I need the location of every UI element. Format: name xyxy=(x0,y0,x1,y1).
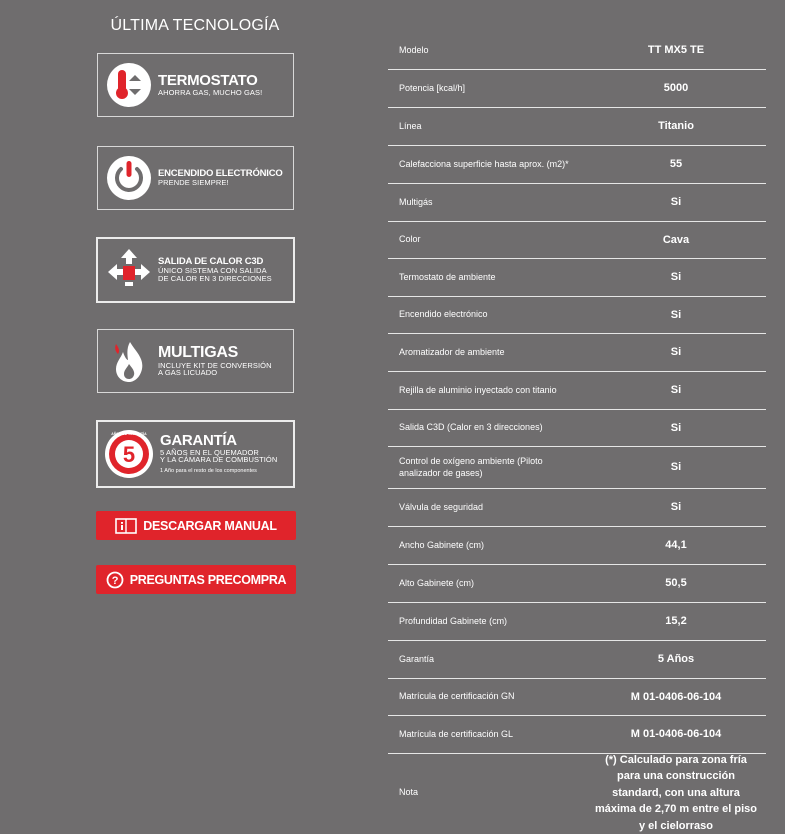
spec-row xyxy=(388,146,766,184)
badge-encendido xyxy=(97,146,294,210)
spec-label: Matrícula de certificación GL xyxy=(399,728,514,739)
spec-row xyxy=(388,603,766,641)
question-circle-icon xyxy=(106,571,124,589)
badge-encendido-subtitle: PRENDE SIEMPRE! xyxy=(158,178,229,188)
spec-row xyxy=(388,184,766,222)
spec-label: Multigás xyxy=(399,196,433,207)
spec-row xyxy=(388,372,766,410)
badge-multigas-title: MULTIGAS xyxy=(158,343,238,361)
spec-row xyxy=(388,447,766,489)
spec-label: Color xyxy=(399,234,421,245)
power-icon xyxy=(106,155,152,201)
spec-row xyxy=(388,222,766,259)
spec-row xyxy=(388,297,766,334)
spec-label: Línea xyxy=(399,120,422,131)
spec-value: 44,1 xyxy=(665,539,687,552)
spec-value: Si xyxy=(670,346,682,359)
download-manual-button[interactable] xyxy=(96,511,296,540)
badge-garantia-note: 1 Año para el resto de los componentes xyxy=(160,468,257,475)
spec-row xyxy=(388,565,766,603)
spec-value: 5000 xyxy=(663,82,689,95)
badge-multigas-line2: A GAS LICUADO xyxy=(158,368,218,378)
badge-multigas xyxy=(97,329,294,393)
spec-value: M 01-0406-06-104 xyxy=(630,690,722,703)
spec-value: Si xyxy=(670,501,682,514)
warranty-seal-icon xyxy=(104,429,154,479)
preguntas-precompra-button[interactable] xyxy=(96,565,296,594)
badge-termostato-subtitle: AHORRA GAS, MUCHO GAS! xyxy=(158,87,263,97)
spec-label: Matrícula de certificación GN xyxy=(399,691,515,702)
spec-label: Encendido electrónico xyxy=(399,309,488,320)
warranty-seal-text: AÑOS DE GARANTÍA xyxy=(111,432,147,436)
spec-row xyxy=(388,334,766,372)
spec-label: Alto Gabinete (cm) xyxy=(399,577,475,588)
badge-salida-title: SALIDA DE CALOR C3D xyxy=(158,256,264,268)
spec-value: Cava xyxy=(662,233,690,246)
spec-label: Potencia [kcal/h] xyxy=(399,82,466,93)
spec-row xyxy=(388,679,766,716)
spec-value: 5 Años xyxy=(657,653,695,666)
spec-label: Rejilla de aluminio inyectado con titanio xyxy=(399,384,557,395)
spec-value: 55 xyxy=(669,158,683,171)
spec-value: Si xyxy=(670,461,682,474)
spec-label: Aromatizador de ambiente xyxy=(399,346,505,357)
spec-value: Si xyxy=(670,271,682,284)
spec-value: Si xyxy=(670,196,682,209)
badge-encendido-title: ENCENDIDO ELECTRÓNICO xyxy=(158,168,283,180)
download-manual-label: DESCARGAR MANUAL xyxy=(143,518,277,533)
badge-salida-c3d xyxy=(96,237,295,303)
svg-text:?: ? xyxy=(111,574,118,587)
spec-row xyxy=(388,410,766,447)
spec-value: 15,2 xyxy=(665,615,687,628)
thermometer-icon xyxy=(106,62,152,108)
preguntas-precompra-label: PREGUNTAS PRECOMPRA xyxy=(129,572,287,587)
spec-value: TT MX5 TE xyxy=(647,44,705,57)
spec-label: Calefacciona superficie hasta aprox. (m2)* xyxy=(399,158,569,169)
spec-label: Garantía xyxy=(399,653,435,664)
spec-value: (*) Calculado para zona fría para una construcción standard, con una altura máxima de 2,70 m entre el piso y el cielorraso xyxy=(594,753,758,832)
spec-row xyxy=(388,70,766,108)
manual-book-icon xyxy=(115,518,137,534)
specs-table xyxy=(388,32,766,832)
spec-row xyxy=(388,32,766,70)
spec-label: Termostato de ambiente xyxy=(399,271,496,282)
badge-garantia-line2: Y LA CÁMARA DE COMBUSTIÓN xyxy=(160,455,278,465)
spec-row xyxy=(388,527,766,565)
spec-label: Modelo xyxy=(399,44,429,55)
badge-garantia-line1: 5 AÑOS EN EL QUEMADOR xyxy=(160,447,259,457)
spec-label: Salida C3D (Calor en 3 direcciones) xyxy=(399,422,543,433)
spec-row xyxy=(388,259,766,297)
spec-row xyxy=(388,716,766,754)
features-title: ÚLTIMA TECNOLOGÍA xyxy=(110,17,280,34)
spec-row xyxy=(388,754,766,832)
spec-value: Si xyxy=(670,308,682,321)
spec-value: Si xyxy=(670,421,682,434)
spec-label: Ancho Gabinete (cm) xyxy=(399,539,485,550)
flame-icon xyxy=(106,338,152,384)
spec-value: Si xyxy=(670,384,682,397)
spec-value: Titanio xyxy=(658,120,694,133)
spec-row xyxy=(388,489,766,527)
badge-salida-line2: DE CALOR EN 3 DIRECCIONES xyxy=(158,273,272,283)
badge-salida-line1: ÚNICO SISTEMA CON SALIDA xyxy=(158,266,267,276)
c3d-arrows-icon xyxy=(106,247,152,293)
badge-termostato-title: TERMOSTATO xyxy=(158,72,258,90)
badge-garantia xyxy=(96,420,295,488)
spec-label: Control de oxígeno ambiente (Piloto analizador de gases) xyxy=(399,456,543,478)
spec-label: Nota xyxy=(399,787,419,798)
spec-row xyxy=(388,108,766,146)
spec-label: Válvula de seguridad xyxy=(399,501,484,512)
badge-termostato xyxy=(97,53,294,117)
spec-label: Profundidad Gabinete (cm) xyxy=(399,615,508,626)
warranty-seal-number: 5 xyxy=(122,442,136,467)
badge-garantia-title: GARANTÍA xyxy=(160,431,237,449)
spec-row xyxy=(388,641,766,679)
badge-multigas-line1: INCLUYE KIT DE CONVERSIÓN xyxy=(158,360,272,370)
spec-value: M 01-0406-06-104 xyxy=(630,728,722,741)
spec-value: 50,5 xyxy=(665,577,687,590)
